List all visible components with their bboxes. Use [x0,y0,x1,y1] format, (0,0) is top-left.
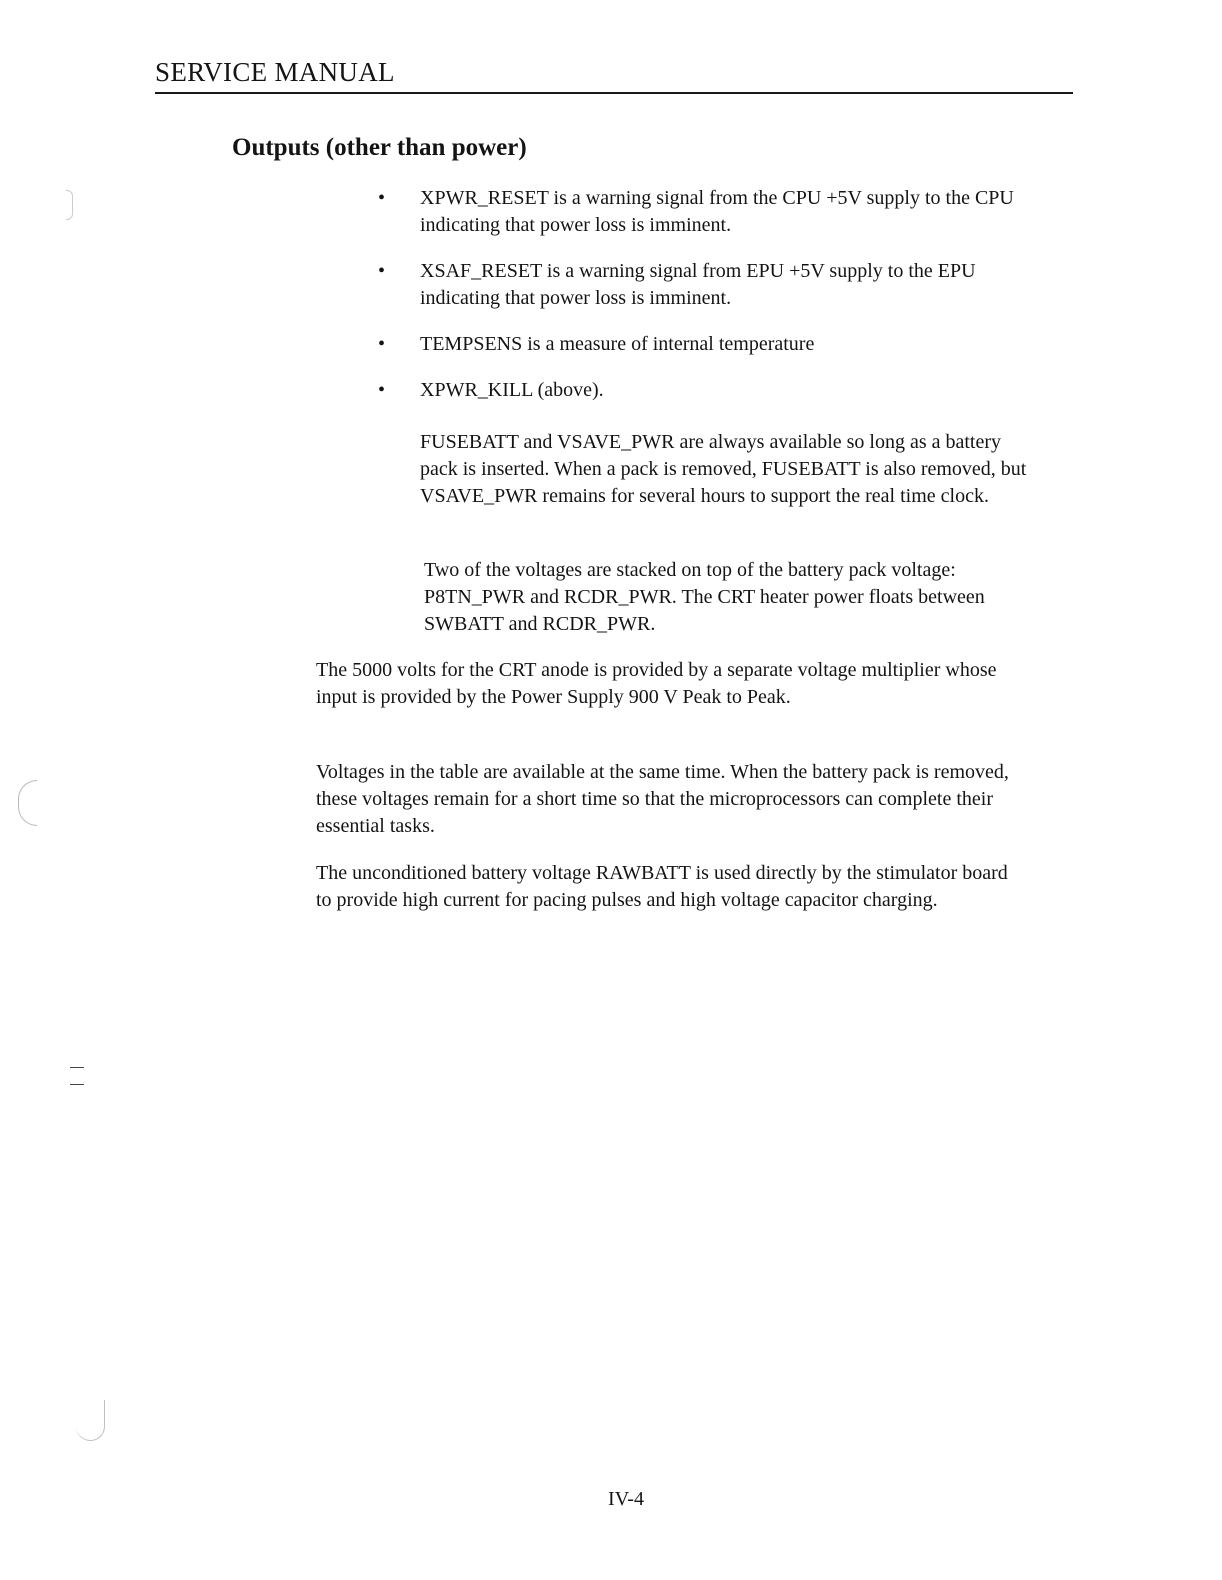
body-paragraph: Voltages in the table are available at the same time. When the battery pack is removed, these voltages remain for a short time so that the microprocessors can complete their essential tasks. [316,761,1009,837]
header-title: SERVICE MANUAL [155,57,395,87]
list-item [378,377,1028,404]
list-item-text: TEMPSENS is a measure of internal temperature [420,333,815,355]
scan-dash-mark [70,1084,84,1085]
indented-paragraph: Two of the voltages are stacked on top of the battery pack voltage: P8TN_PWR and RCDR_PWR. The CRT heater power floats between SWBATT and RCDR_PWR. [424,559,985,635]
bullet-icon: • [378,379,386,401]
list-item [378,331,1028,358]
bullet-icon: • [378,333,386,355]
punch-hole-mark [66,190,73,220]
bullet-icon: • [378,187,386,209]
section-heading: Outputs (other than power) [232,134,527,161]
bullet-icon: • [378,260,386,282]
body-paragraph: The 5000 volts for the CRT anode is provided by a separate voltage multiplier whose input is provided by the Power Supply 900 V Peak to Peak. [316,659,997,708]
page-header [155,54,1073,94]
list-item [378,185,1028,239]
list-item-text: XPWR_RESET is a warning signal from the CPU +5V supply to the CPU indicating that power loss is imminent. [420,187,1014,236]
body-paragraph: The unconditioned battery voltage RAWBATT is used directly by the stimulator board to provide high current for pacing pulses and high voltage capacitor charging. [316,862,1008,911]
list-item-text: XSAF_RESET is a warning signal from EPU +5V supply to the EPU indicating that power loss is imminent. [420,260,976,309]
indented-paragraph: FUSEBATT and VSAVE_PWR are always available so long as a battery pack is inserted. When a pack is removed, FUSEBATT is also removed, but VSAVE_PWR remains for several hours to support the real time clock. [420,431,1027,507]
scan-dash-mark [70,1067,84,1068]
list-item [378,258,1028,312]
page-number: IV-4 [608,1488,644,1510]
list-item-text: XPWR_KILL (above). [420,379,604,401]
punch-hole-mark [76,1400,105,1441]
punch-hole-mark [18,780,37,826]
output-signal-list [378,185,1028,423]
